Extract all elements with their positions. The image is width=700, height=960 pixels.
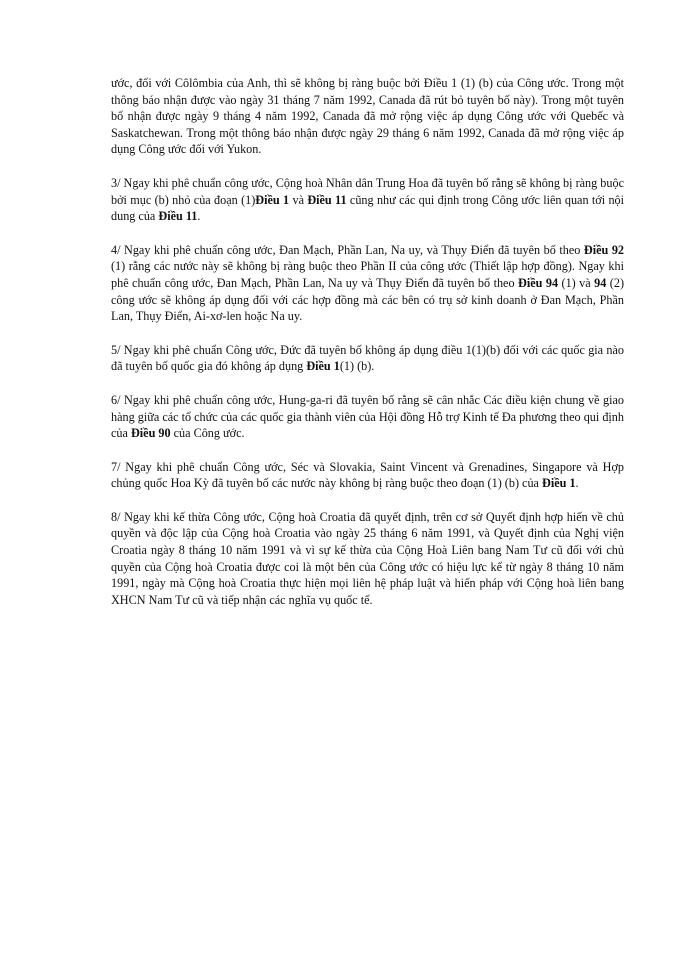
article-reference: Điều 1	[542, 476, 576, 491]
paragraph-3	[111, 175, 624, 225]
text-segment: của Công ước.	[170, 426, 245, 441]
text-segment: 4/ Ngay khi phê chuẩn công ước, Đan Mạch, Phần Lan, Na uy, và Thụy Điển đã tuyên bố theo	[111, 242, 584, 257]
text-segment: 3/ Ngay khi phê chuẩn công ước, Cộng hoà Nhân dân Trung Hoa đã tuyên bố rằng sẽ không bị ràng buộc bởi mục (b) nhỏ của đoạn (1)	[111, 175, 624, 207]
text-segment: .	[197, 209, 201, 224]
article-reference: Điều 11	[307, 192, 347, 207]
text-segment: (1) và	[558, 275, 595, 290]
text-segment: ước, đối với Côlômbia của Anh, thì sẽ không bị ràng buộc bởi Điều 1 (1) (b) của Công ước. Trong một thông báo nhận được vào ngày 31 tháng 7 năm 1992, Canada đã rút bỏ tuyên bố này). Trong một tuyên bố nhận được ngày 9 tháng 4 năm 1992, Canada đã mở rộng việc áp dụng Công ước với Quebếc và Saskatchewan. Trong một thông báo nhận được ngày 29 tháng 6 năm 1992, Canada đã mở rộng việc áp dụng Công ước đối với Yukon.	[111, 76, 624, 157]
text-segment: (2) công ước sẽ không áp dụng đối với các hợp đồng mà các bên có trụ sở kinh doanh ở Đan Mạch, Phần Lan, Thụy Điển, Ai-xơ-len hoặc Na uy.	[111, 275, 624, 324]
article-reference: Điều 92	[583, 242, 625, 257]
paragraph-8	[111, 509, 624, 609]
text-segment: 8/ Ngay khi kế thừa Công ước, Cộng hoà Croatia đã quyết định, trên cơ sở Quyết định hợp hiến về chủ quyền và độc lập của Cộng hoà Croatia vào ngày 25 tháng 6 năm 1991, và Quyết định của Nghị viện Croatia ngày 8 tháng 10 năm 1991 và vì sự kế thừa của Cộng Hoà Liên bang Nam Tư cũ đối với chủ quyền của Cộng hoà Croatia được coi là một bên của Công ước có hiệu lực kể từ ngày 8 tháng 10 năm 1991, ngày mà Cộng hoà Croatia thực hiện mọi liên hệ pháp luật và hiến pháp với Cộng hoà liên bang XHCN Nam Tư cũ và tiếp nhận các nghĩa vụ quốc tế.	[111, 509, 624, 607]
article-reference: Điều 90	[130, 426, 171, 441]
article-reference: Điều 1	[255, 192, 290, 207]
article-reference: Điều 94	[518, 275, 559, 290]
text-segment: (1) rằng các nước này sẽ không bị ràng buộc theo Phần II của công ước (Thiết lập hợp đồng). Ngay khi phê chuẩn công ước, Đan Mạch, Phần Lan, Na uy và Thụy Điển đã tuyên bố theo	[111, 259, 624, 290]
article-reference: Điều 1	[306, 359, 340, 374]
text-segment: 5/ Ngay khi phê chuẩn Công ước, Đức đã tuyên bố không áp dụng điều 1(1)(b) đối với các quốc gia nào đã tuyên bố quốc gia đó không áp dụng	[111, 342, 624, 374]
paragraph-7	[111, 459, 624, 492]
paragraph-5	[111, 342, 624, 375]
article-reference: 94	[594, 275, 607, 290]
article-reference: Điều 11	[158, 209, 198, 224]
document-page	[111, 75, 624, 625]
text-segment: và	[289, 192, 308, 207]
text-segment: (1) (b).	[339, 359, 375, 374]
text-segment: 6/ Ngay khi phê chuẩn công ước, Hung-ga-ri đã tuyên bố rằng sẽ cân nhắc Các điều kiện chung về giao hàng giữa các tổ chức của các quốc gia thành viên của Hội đồng Hỗ trợ Kinh tế Đa phương theo qui định của	[111, 392, 624, 441]
paragraph-6	[111, 392, 624, 442]
paragraph-4	[111, 242, 624, 325]
text-segment: cũng như các qui định trong Công ước liên quan tới nội dung của	[111, 192, 625, 224]
text-segment: 7/ Ngay khi phê chuẩn Công ước, Séc và Slovakia, Saint Vincent và Grenadines, Singapore và Hợp chủng quốc Hoa Kỳ đã tuyên bố các nước này không bị ràng buộc theo đoạn (1) (b) của	[111, 459, 624, 491]
paragraph-continuation	[111, 75, 624, 158]
text-segment: .	[575, 476, 579, 491]
